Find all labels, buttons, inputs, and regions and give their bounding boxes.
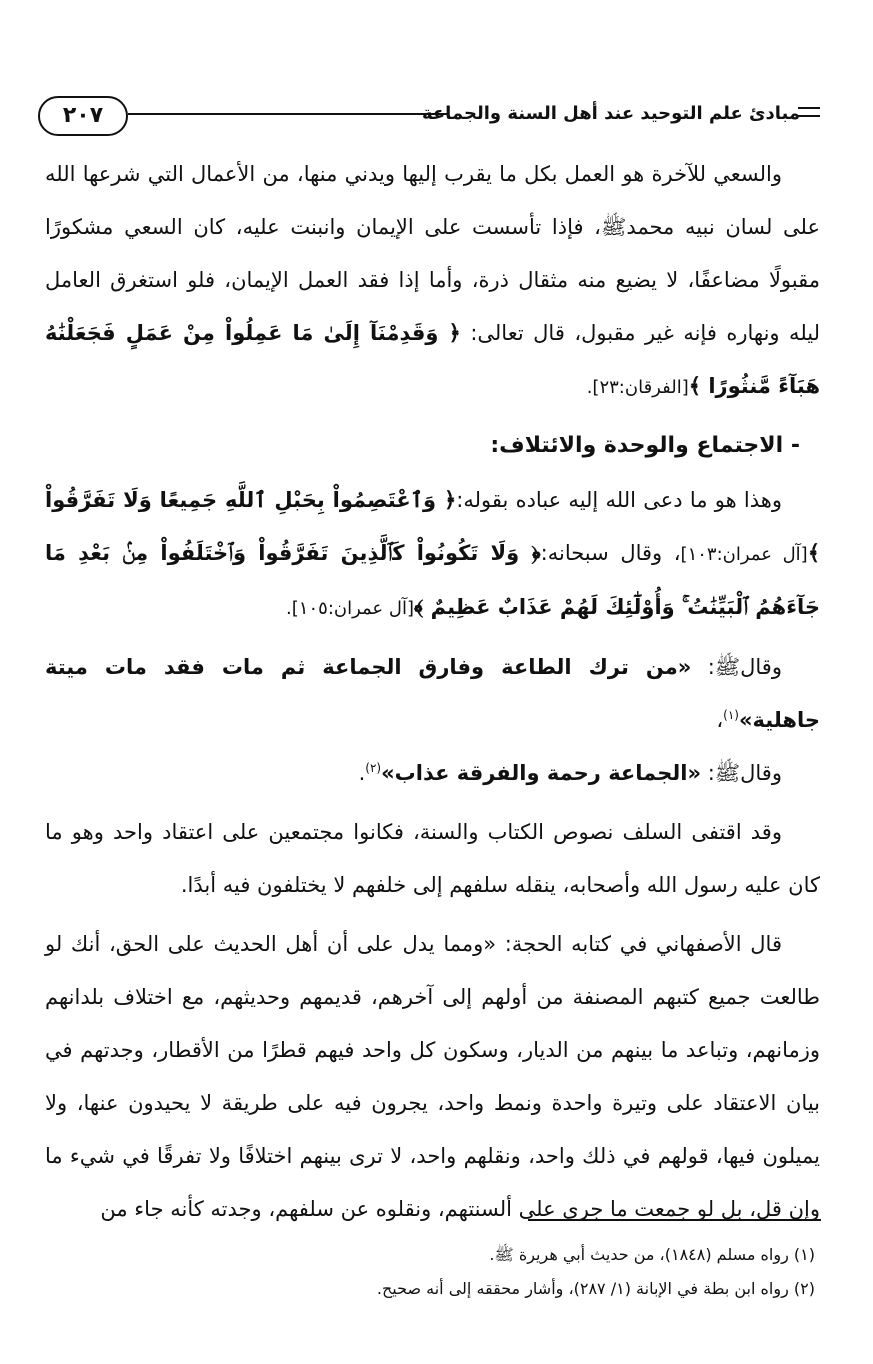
paragraph-text: والسعي للآخرة هو العمل بكل ما يقرب إليها ويدني منها، من الأعمال التي شرعها الله على لسان نبيه محمدﷺ، فإذا تأسست على الإيمان وانبنت عليه، كان السعي مشكورًا مقبولًا مضاعفًا، لا يضيع منه مثقال ذرة، وأما إذا فقد العمل الإيمان، فلو استغرق العامل ليله ونهاره فإنه غير مقبول، قال تعالى: [45, 162, 821, 345]
quran-verse: ﴿ وَلَا تَكُونُواْ كَٱلَّذِينَ تَفَرَّقُواْ وَٱخْتَلَفُواْ مِنۢ بَعْدِ مَا جَآءَهُمُ ٱلْبَيِّنَٰتُ ۚ وَأُوْلَٰٓئِكَ لَهُمْ عَذَابٌ عَظِيمٌ ﴾ [45, 541, 820, 619]
quran-verse: ﴿ وَقَدِمْنَآ إِلَىٰ مَا عَمِلُواْ مِنْ عَمَلٍ فَجَعَلْنَٰهُ هَبَآءً مَّنثُورًا ﴾ [45, 321, 820, 398]
header-ornament [798, 107, 820, 117]
hadith-quote: «الجماعة رحمة والفرقة عذاب» [381, 761, 702, 785]
paragraph-text: ، [716, 708, 724, 732]
section-heading: - الاجتماع والوحدة والائتلاف: [490, 433, 800, 458]
paragraph-text: وقالﷺ: [701, 761, 782, 785]
paragraph-text: وقالﷺ: [691, 655, 782, 679]
running-title: مبادئ علم التوحيد عند أهل السنة والجماعة [421, 103, 800, 124]
hadith-quote: «من ترك الطاعة وفارق الجماعة ثم مات فقد مات ميتة جاهلية» [45, 655, 820, 732]
paragraph-6: قال الأصفهاني في كتابه الحجة: «ومما يدل على أن أهل الحديث على الحق، أنك لو طالعت جميع كتبهم المصنفة من أولهم إلى آخرهم، قديمهم وحديثهم، مع اختلاف بلدانهم وزمانهم، وتباعد ما بينهم من الديار، وسكون كل واحد فيهم قطرًا من الأقطار، وجدتهم في بيان الاعتقاد على وتيرة واحدة ونمط واحد، يجرون فيه على طريقة لا يحيدون عنها، ولا يميلون فيها، قولهم في ذلك واحد، ونقلهم واحد، لا ترى بينهم اختلافًا ولا تفرقًا في شيء ما وإن قل، بل لو جمعت ما جرى على ألسنتهم، ونقلوه عن سلفهم، وجدته كأنه جاء من [45, 932, 820, 1221]
footnotes [45, 1238, 815, 1306]
page-number: ٢٠٧ [38, 96, 128, 136]
paragraph-3 [45, 641, 820, 747]
paragraph-4 [45, 747, 820, 800]
paragraph-text: . [358, 761, 366, 785]
footnote-ref[interactable]: (١) [723, 708, 739, 722]
quran-verse: ﴿ وَٱعْتَصِمُواْ بِحَبْلِ ٱللَّهِ جَمِيعًا وَلَا تَفَرَّقُواْ ﴾ [45, 488, 821, 565]
footnote-separator [528, 1219, 821, 1221]
footnote-ref[interactable]: (٢) [365, 761, 382, 775]
paragraph-text: ، وقال سبحانه: [540, 541, 681, 565]
verse-citation: [آل عمران:١٠٣] [680, 544, 808, 565]
header-rule [128, 113, 448, 115]
main-text [45, 148, 820, 1236]
paragraph-2 [45, 474, 820, 635]
footnote-1: (١) رواه مسلم (١٨٤٨)، من حديث أبي هريرة ﷺ. [489, 1245, 815, 1264]
paragraph-5: وقد اقتفى السلف نصوص الكتاب والسنة، فكانوا مجتمعين على اعتقاد واحد وهو ما كان عليه رسول الله وأصحابه، ينقله سلفهم إلى خلفهم لا يختلفون فيه أبدًا. [45, 820, 820, 897]
verse-citation: [الفرقان:٢٣]. [586, 377, 689, 398]
paragraph-1 [45, 148, 820, 414]
running-header [38, 92, 820, 142]
verse-citation: [آل عمران:١٠٥]. [286, 598, 414, 619]
footnote-2: (٢) رواه ابن بطة في الإبانة (١/ ٢٨٧)، وأشار محققه إلى أنه صحيح. [376, 1279, 815, 1298]
paragraph-text: وهذا هو ما دعى الله إليه عباده بقوله: [456, 488, 782, 512]
